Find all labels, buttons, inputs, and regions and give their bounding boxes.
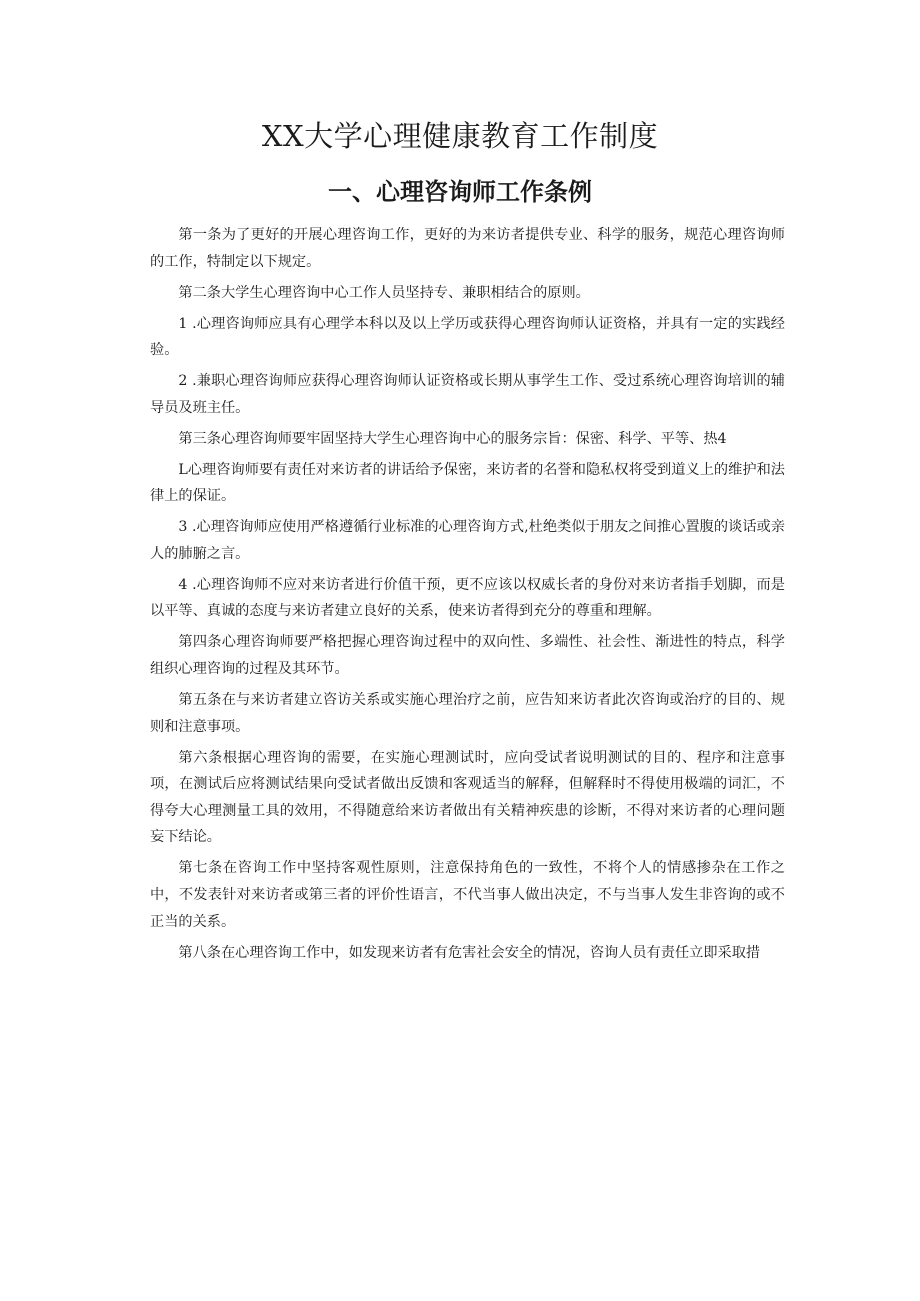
paragraph: L心理咨询师要有责任对来访者的讲话给予保密，来访者的名誉和隐私权将受到道义上的维护和法律上的保证。 (150, 461, 785, 505)
paragraph: 1 .心理咨询师应具有心理学本科以及以上学历或获得心理咨询师认证资格，并具有一定的实践经验。 (150, 315, 785, 359)
paragraph: 4 .心理咨询师不应对来访者进行价值干预，更不应该以权威长者的身份对来访者指手划脚，而是以平等、真诚的态度与来访者建立良好的关系，使来访者得到充分的尊重和理解。 (150, 576, 785, 620)
paragraph: 第七条在咨询工作中坚持客观性原则，注意保持角色的一致性，不将个人的情感掺杂在工作之中，不发表针对来访者或第三者的评价性语言，不代当事人做出决定，不与当事人发生非咨询的或不正当的关系。 (150, 860, 785, 930)
paragraph: 第八条在心理咨询工作中，如发现来访者有危害社会安全的情况，咨询人员有责任立即采取措 (178, 944, 761, 961)
document-body (150, 222, 785, 971)
section-heading: 一、心理咨询师工作条例 (328, 178, 592, 206)
paragraph: 2 .兼职心理咨询师应获得心理咨询师认证资格或长期从事学生工作、受过系统心理咨询培训的辅导员及班主任。 (150, 373, 785, 416)
document-title: XX大学心理健康教育工作制度 (261, 119, 659, 153)
paragraph: 第六条根据心理咨询的需要，在实施心理测试时，应向受试者说明测试的目的、程序和注意事项，在测试后应将测试结果向受试者做出反馈和客观适当的解释，但解释时不得使用极端的词汇，不得夸大心理测量工具的效用，不得随意给来访者做出有关精神疾患的诊断，不得对来访者的心理问题妄下结论。 (150, 749, 785, 846)
paragraph: 第五条在与来访者建立咨访关系或实施心理治疗之前，应告知来访者此次咨询或治疗的目的、规则和注意事项。 (150, 692, 785, 735)
paragraph: 第四条心理咨询师要严格把握心理咨询过程中的双向性、多端性、社会性、渐进性的特点，科学组织心理咨询的过程及其环节。 (150, 634, 785, 678)
paragraph: 第三条心理咨询师要牢固坚持大学生心理咨询中心的服务宗旨：保密、科学、平等、热4 (178, 430, 727, 447)
paragraph: 第一条为了更好的开展心理咨询工作，更好的为来访者提供专业、科学的服务，规范心理咨询师的工作，特制定以下规定。 (150, 227, 785, 270)
paragraph: 第二条大学生心理咨询中心工作人员坚持专、兼职相结合的原则。 (178, 284, 590, 301)
paragraph: 3 .心理咨询师应使用严格遵循行业标准的心理咨询方式,杜绝类似于朋友之间推心置腹的谈话或亲人的肺腑之言。 (150, 519, 785, 562)
